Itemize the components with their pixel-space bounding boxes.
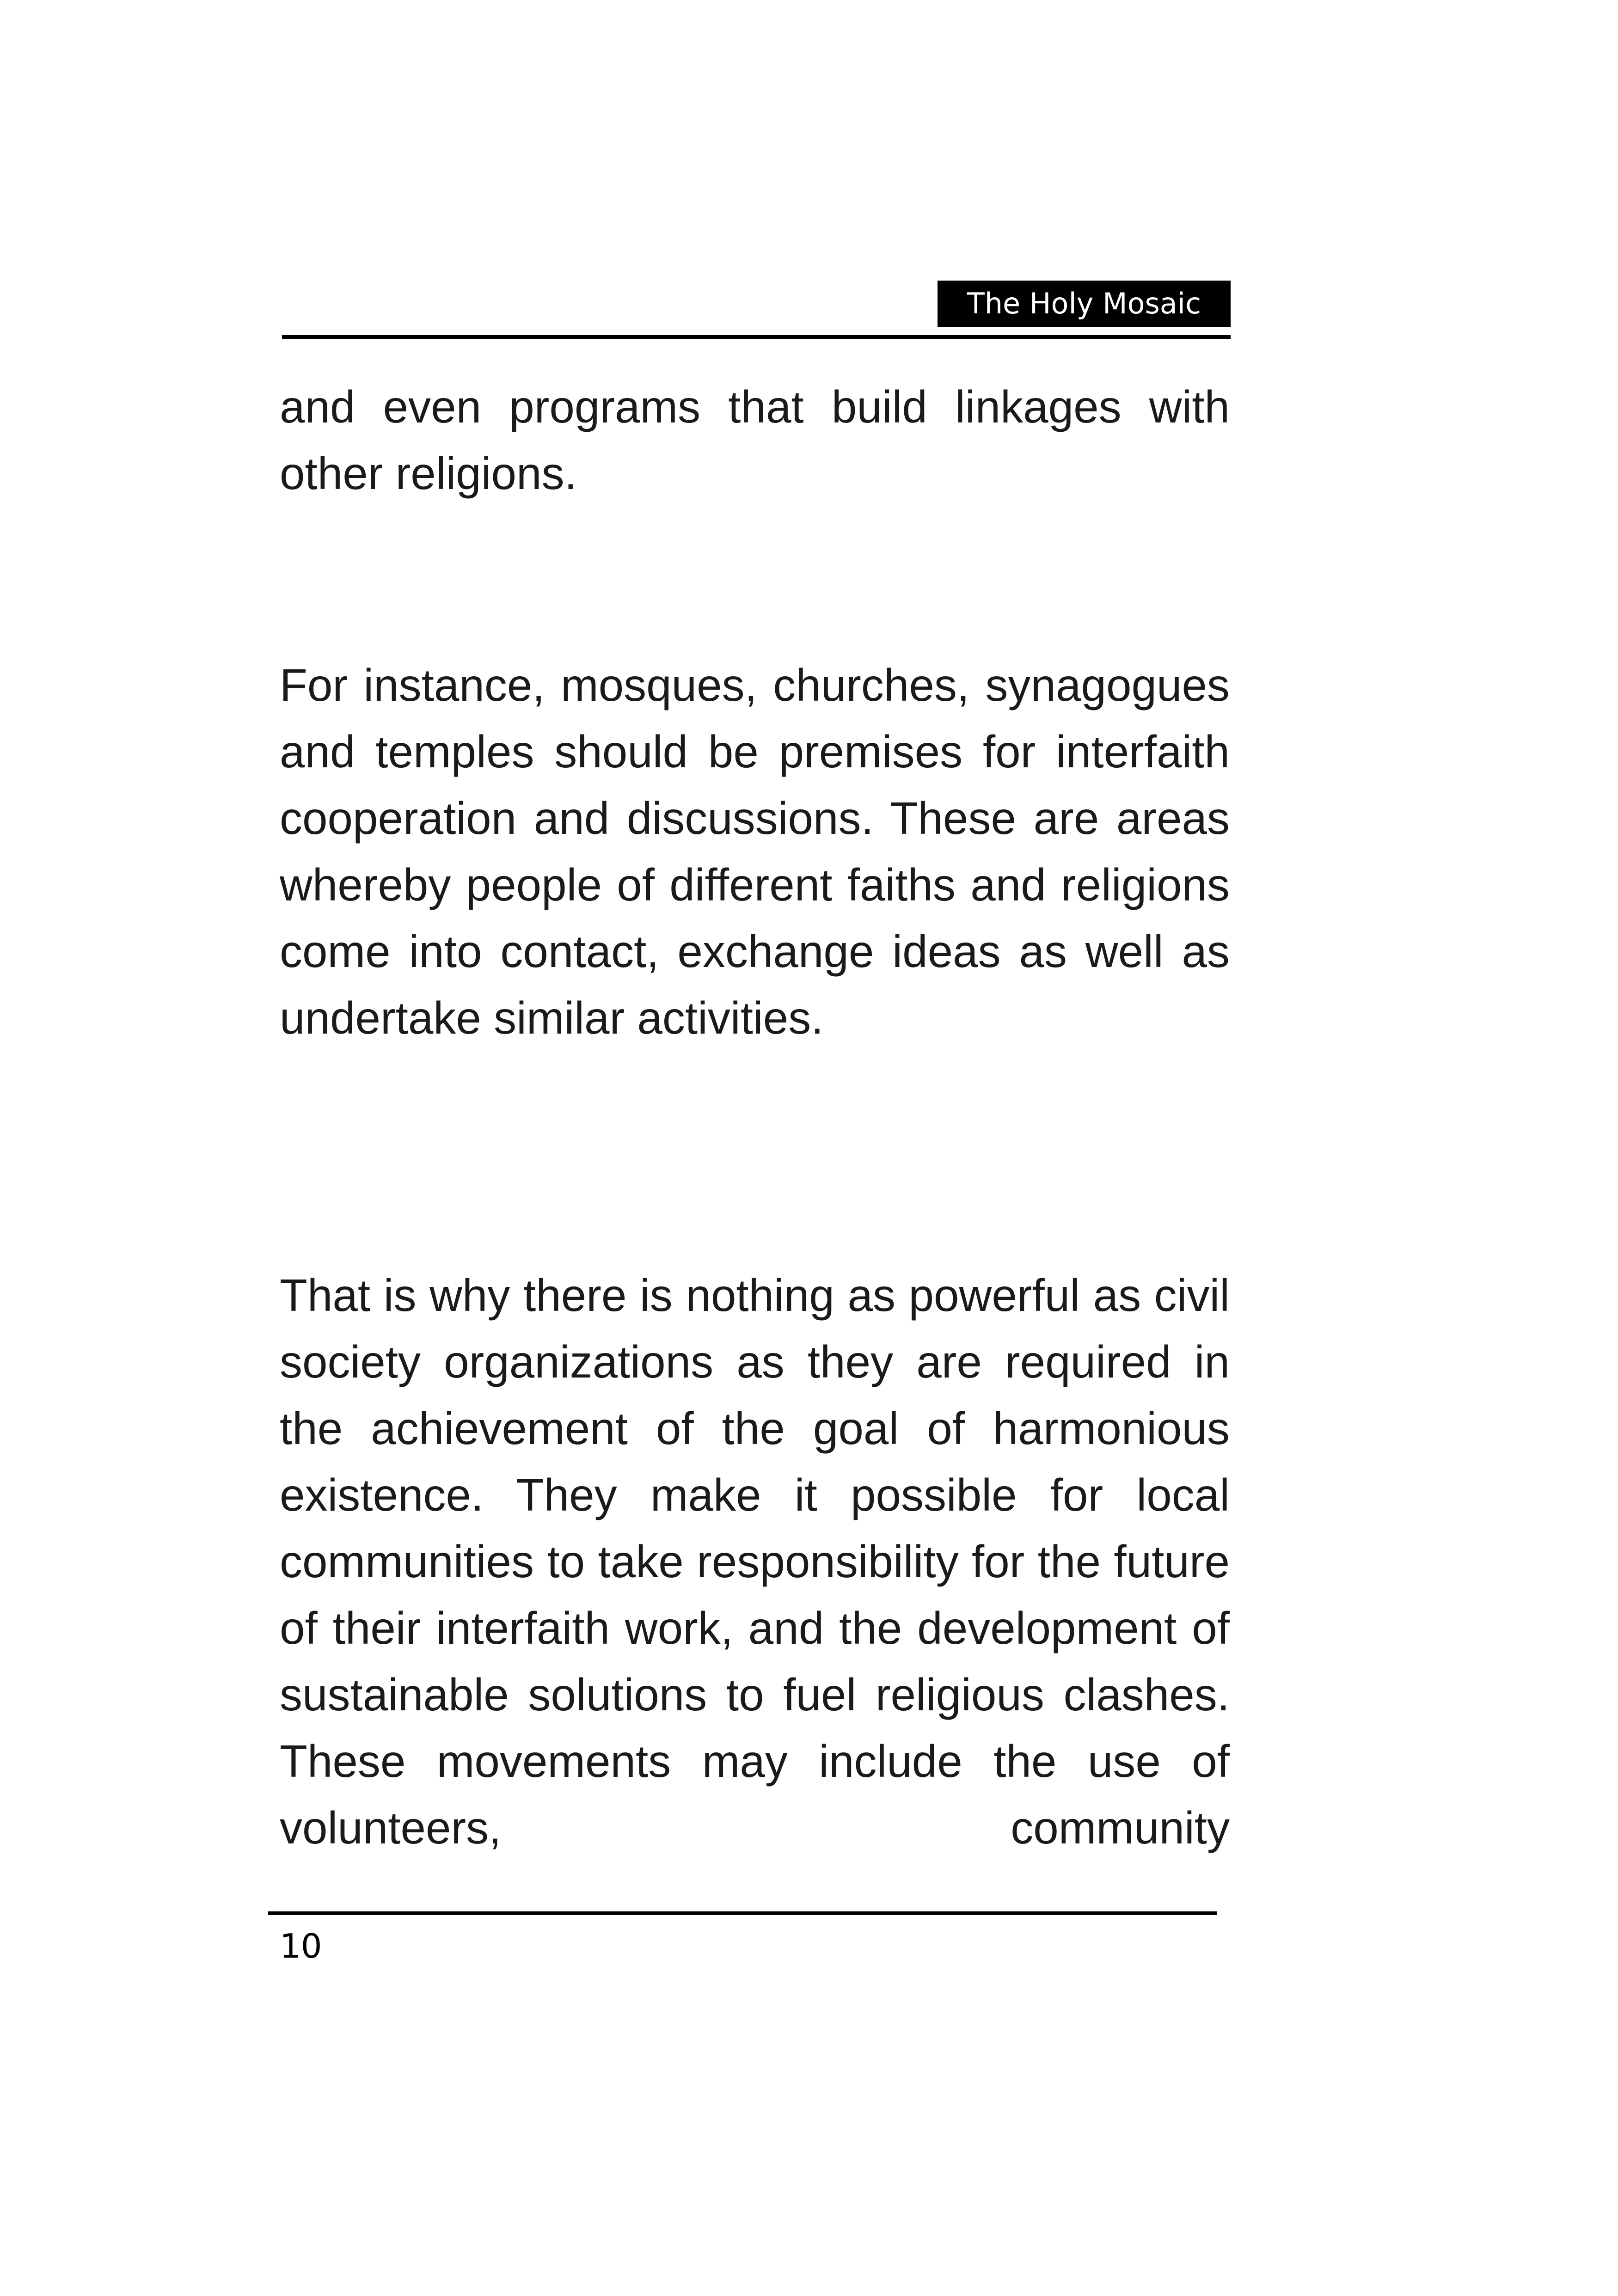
paragraph-2: For instance, mosques, churches, synagogues and temples should be premises for interfaith cooperation and discussions. These are areas whereby people of different faiths and religions come into contact, exchange ideas as well as undertake similar activities. bbox=[280, 660, 1230, 1043]
paragraph-3: That is why there is nothing as powerful as civil society organizations as they are required in the achievement of the goal of harmonious existence. They make it possible for local communities to take responsibility for the future of their interfaith work, and the development of sustainable solutions to fuel religious clashes. These movements may include the use of volunteers, community bbox=[280, 1270, 1230, 1853]
header-divider bbox=[282, 335, 1231, 339]
paragraph-1: and even programs that build linkages with other religions. bbox=[280, 381, 1230, 499]
page-number: 10 bbox=[280, 1927, 322, 1965]
running-header-title: The Holy Mosaic bbox=[938, 281, 1231, 327]
footer-divider bbox=[268, 1911, 1217, 1915]
